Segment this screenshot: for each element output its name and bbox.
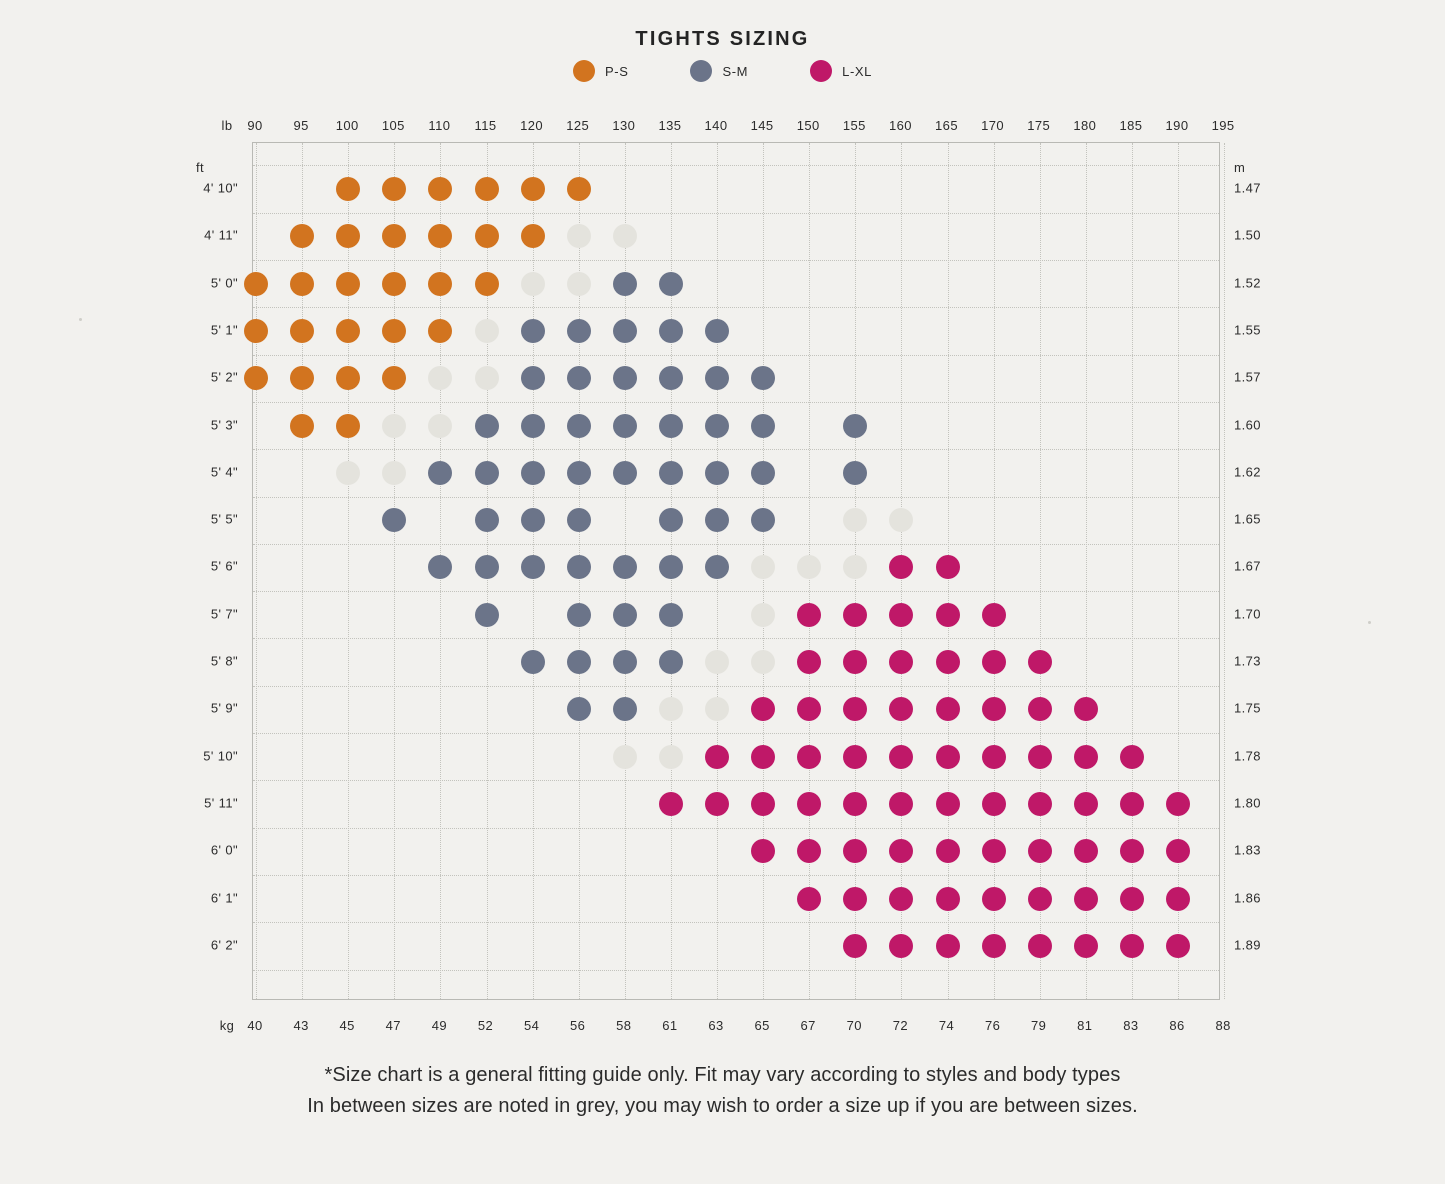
x-tick-lb-120: 120 <box>520 118 544 133</box>
size-dot <box>1166 934 1190 958</box>
size-dot <box>521 366 545 390</box>
size-dot <box>936 887 960 911</box>
x-tick-kg-65: 65 <box>754 1018 770 1033</box>
grid-line-horizontal <box>253 260 1219 261</box>
legend-item-l-xl <box>810 60 872 82</box>
size-dot <box>613 319 637 343</box>
y-tick-ft-8: 5' 6" <box>210 558 238 574</box>
size-dot <box>797 792 821 816</box>
size-dot <box>889 934 913 958</box>
size-dot <box>705 461 729 485</box>
size-dot <box>475 508 499 532</box>
size-dot <box>889 792 913 816</box>
y-tick-ft-4: 5' 2" <box>210 369 238 385</box>
page-title: TIGHTS SIZING <box>635 28 810 50</box>
size-dot <box>382 319 406 343</box>
legend-swatch-icon <box>690 60 712 82</box>
size-dot <box>336 177 360 201</box>
size-dot <box>428 366 452 390</box>
size-dot <box>336 224 360 248</box>
size-dot <box>1028 887 1052 911</box>
y-tick-ft-0: 4' 10" <box>203 180 238 196</box>
size-dot <box>659 603 683 627</box>
size-dot <box>521 224 545 248</box>
size-dot <box>751 650 775 674</box>
x-tick-kg-86: 86 <box>1169 1018 1185 1033</box>
size-dot <box>843 603 867 627</box>
size-dot <box>382 461 406 485</box>
x-tick-lb-185: 185 <box>1119 118 1143 133</box>
y-tick-ft-10: 5' 8" <box>210 653 238 669</box>
grid-line-horizontal <box>253 828 1219 829</box>
footnote-line-2: In between sizes are noted in grey, you may wish to order a size up if you are between sizes. <box>307 1095 1138 1117</box>
size-dot <box>475 319 499 343</box>
size-dot <box>751 603 775 627</box>
axis-unit-m: m <box>1234 160 1246 175</box>
size-dot <box>705 555 729 579</box>
grid-line-horizontal <box>253 307 1219 308</box>
size-dot <box>889 603 913 627</box>
size-dot <box>1120 934 1144 958</box>
legend-item-s-m <box>690 60 748 82</box>
size-dot <box>843 887 867 911</box>
size-dot <box>521 508 545 532</box>
x-tick-lb-175: 175 <box>1027 118 1051 133</box>
size-dot <box>705 792 729 816</box>
size-dot <box>751 414 775 438</box>
y-tick-ft-1: 4' 11" <box>204 227 238 243</box>
grid-line-horizontal <box>253 733 1219 734</box>
x-tick-kg-79: 79 <box>1031 1018 1047 1033</box>
size-dot <box>428 461 452 485</box>
size-dot <box>567 224 591 248</box>
grid-line-vertical <box>1178 143 1179 999</box>
plot-area <box>252 142 1220 1000</box>
x-tick-kg-63: 63 <box>708 1018 724 1033</box>
size-dot <box>659 650 683 674</box>
size-dot <box>567 366 591 390</box>
legend-swatch-icon <box>810 60 832 82</box>
size-dot <box>1028 745 1052 769</box>
x-tick-kg-67: 67 <box>800 1018 816 1033</box>
size-dot <box>1028 650 1052 674</box>
y-tick-m-0: 1.47 <box>1234 180 1261 196</box>
size-dot <box>797 603 821 627</box>
size-dot <box>1074 745 1098 769</box>
size-dot <box>797 887 821 911</box>
axis-unit-lb: lb <box>221 118 233 133</box>
size-dot <box>1166 839 1190 863</box>
size-dot <box>659 555 683 579</box>
x-tick-lb-145: 145 <box>750 118 774 133</box>
y-tick-m-16: 1.89 <box>1234 937 1261 953</box>
size-dot <box>843 414 867 438</box>
size-dot <box>659 461 683 485</box>
x-tick-lb-95: 95 <box>293 118 309 133</box>
y-tick-m-1: 1.50 <box>1234 227 1261 243</box>
size-dot <box>475 603 499 627</box>
size-dot <box>613 603 637 627</box>
size-dot <box>889 555 913 579</box>
size-dot <box>1166 887 1190 911</box>
y-tick-m-15: 1.86 <box>1234 890 1261 905</box>
x-tick-kg-47: 47 <box>385 1018 401 1033</box>
size-dot <box>889 839 913 863</box>
y-tick-m-9: 1.70 <box>1234 606 1261 622</box>
size-dot <box>613 414 637 438</box>
size-dot <box>475 414 499 438</box>
y-tick-m-6: 1.62 <box>1234 464 1261 480</box>
size-dot <box>936 745 960 769</box>
y-tick-ft-12: 5' 10" <box>203 748 238 764</box>
grid-line-horizontal <box>253 544 1219 545</box>
legend-label: S-M <box>722 63 749 79</box>
x-tick-lb-125: 125 <box>566 118 590 133</box>
y-tick-ft-14: 6' 0" <box>210 842 238 858</box>
size-dot <box>797 697 821 721</box>
size-dot <box>889 508 913 532</box>
size-dot <box>982 839 1006 863</box>
size-dot <box>428 272 452 296</box>
y-tick-ft-16: 6' 2" <box>210 937 238 953</box>
size-dot <box>290 414 314 438</box>
size-dot <box>1120 887 1144 911</box>
size-dot <box>1028 697 1052 721</box>
x-tick-kg-43: 43 <box>293 1018 309 1033</box>
y-tick-ft-3: 5' 1" <box>210 322 238 338</box>
grid-line-horizontal <box>253 686 1219 687</box>
size-dot <box>936 650 960 674</box>
size-dot <box>613 272 637 296</box>
size-dot <box>982 745 1006 769</box>
y-tick-m-12: 1.78 <box>1234 748 1261 764</box>
size-dot <box>521 177 545 201</box>
grid-line-horizontal <box>253 213 1219 214</box>
legend-item-p-s <box>573 60 628 82</box>
size-dot <box>936 555 960 579</box>
size-dot <box>889 887 913 911</box>
y-tick-ft-13: 5' 11" <box>204 795 238 811</box>
size-dot <box>428 555 452 579</box>
x-tick-lb-190: 190 <box>1165 118 1189 133</box>
size-dot <box>751 745 775 769</box>
size-dot <box>659 792 683 816</box>
size-dot <box>1028 792 1052 816</box>
footnote-line-1: *Size chart is a general fitting guide only. Fit may vary according to styles and body types <box>324 1064 1121 1086</box>
x-tick-kg-74: 74 <box>938 1018 955 1033</box>
y-tick-ft-7: 5' 5" <box>210 511 238 527</box>
size-dot <box>613 366 637 390</box>
x-tick-kg-76: 76 <box>984 1018 1001 1033</box>
size-dot <box>428 319 452 343</box>
y-tick-ft-15: 6' 1" <box>210 890 238 905</box>
size-dot <box>982 650 1006 674</box>
axis-unit-kg: kg <box>219 1018 235 1033</box>
size-dot <box>751 792 775 816</box>
x-tick-kg-61: 61 <box>662 1018 678 1033</box>
legend-label: P-S <box>605 63 629 79</box>
size-dot <box>843 839 867 863</box>
size-dot <box>521 555 545 579</box>
footnote <box>0 1060 1445 1122</box>
size-dot <box>659 745 683 769</box>
size-dot <box>613 745 637 769</box>
size-dot <box>982 697 1006 721</box>
paper-speck <box>79 318 82 321</box>
size-dot <box>475 366 499 390</box>
grid-line-horizontal <box>253 402 1219 403</box>
x-tick-kg-40: 40 <box>247 1018 263 1033</box>
size-dot <box>797 555 821 579</box>
x-tick-lb-105: 105 <box>381 118 405 133</box>
size-dot <box>936 697 960 721</box>
grid-line-vertical <box>994 143 995 999</box>
size-dot <box>382 414 406 438</box>
x-tick-lb-160: 160 <box>888 118 912 133</box>
size-dot <box>521 650 545 674</box>
size-dot <box>428 224 452 248</box>
size-dot <box>382 272 406 296</box>
size-dot <box>613 461 637 485</box>
size-dot <box>428 177 452 201</box>
size-dot <box>843 792 867 816</box>
y-tick-m-2: 1.52 <box>1234 275 1261 291</box>
size-dot <box>336 272 360 296</box>
size-dot <box>797 650 821 674</box>
size-dot <box>659 697 683 721</box>
grid-line-horizontal <box>253 875 1219 876</box>
size-dot <box>843 508 867 532</box>
size-dot <box>1074 887 1098 911</box>
size-dot <box>521 414 545 438</box>
size-dot <box>244 272 268 296</box>
size-dot <box>659 366 683 390</box>
size-dot <box>751 839 775 863</box>
size-dot <box>936 603 960 627</box>
y-tick-m-11: 1.75 <box>1234 700 1261 716</box>
size-dot <box>936 839 960 863</box>
grid-line-horizontal <box>253 449 1219 450</box>
size-dot <box>843 650 867 674</box>
size-dot <box>705 508 729 532</box>
size-dot <box>567 555 591 579</box>
y-tick-m-4: 1.57 <box>1234 369 1261 385</box>
size-dot <box>613 555 637 579</box>
grid-line-horizontal <box>253 591 1219 592</box>
size-dot <box>1074 697 1098 721</box>
size-dot <box>1028 934 1052 958</box>
size-dot <box>428 414 452 438</box>
size-dot <box>843 461 867 485</box>
x-tick-lb-130: 130 <box>612 118 636 133</box>
grid-line-vertical <box>1224 143 1225 999</box>
size-dot <box>382 366 406 390</box>
size-dot <box>567 414 591 438</box>
x-tick-kg-81: 81 <box>1077 1018 1093 1033</box>
legend-label: L-XL <box>842 63 872 79</box>
size-dot <box>982 934 1006 958</box>
size-dot <box>843 555 867 579</box>
size-dot <box>382 508 406 532</box>
size-dot <box>290 272 314 296</box>
size-dot <box>1074 792 1098 816</box>
size-dot <box>1120 745 1144 769</box>
size-dot <box>797 745 821 769</box>
x-tick-lb-155: 155 <box>842 118 866 133</box>
x-tick-lb-90: 90 <box>247 118 263 133</box>
y-tick-m-8: 1.67 <box>1234 558 1261 574</box>
x-tick-kg-88: 88 <box>1215 1018 1231 1033</box>
x-tick-lb-165: 165 <box>935 118 958 133</box>
size-dot <box>1120 839 1144 863</box>
size-dot <box>1166 792 1190 816</box>
grid-line-vertical <box>1040 143 1041 999</box>
paper-speck <box>1368 621 1371 624</box>
x-tick-lb-170: 170 <box>981 118 1005 133</box>
size-dot <box>659 414 683 438</box>
y-tick-ft-5: 5' 3" <box>210 417 238 432</box>
x-tick-lb-110: 110 <box>428 118 451 133</box>
y-tick-ft-11: 5' 9" <box>210 700 238 716</box>
size-dot <box>475 461 499 485</box>
size-dot <box>1028 839 1052 863</box>
grid-line-horizontal <box>253 970 1219 971</box>
size-dot <box>659 319 683 343</box>
size-dot <box>1074 934 1098 958</box>
size-dot <box>751 697 775 721</box>
x-tick-kg-54: 54 <box>523 1018 540 1033</box>
y-tick-ft-2: 5' 0" <box>210 275 238 291</box>
size-dot <box>567 650 591 674</box>
size-dot <box>705 697 729 721</box>
x-tick-kg-49: 49 <box>431 1018 448 1033</box>
size-dot <box>336 461 360 485</box>
x-tick-lb-135: 135 <box>658 118 682 133</box>
grid-line-horizontal <box>253 638 1219 639</box>
x-tick-lb-180: 180 <box>1073 118 1097 133</box>
size-dot <box>982 603 1006 627</box>
size-dot <box>613 697 637 721</box>
x-tick-kg-70: 70 <box>846 1018 862 1033</box>
size-dot <box>567 603 591 627</box>
y-tick-m-5: 1.60 <box>1234 417 1261 432</box>
size-dot <box>843 934 867 958</box>
axis-unit-ft: ft <box>196 160 205 175</box>
size-dot <box>475 177 499 201</box>
grid-line-horizontal <box>253 355 1219 356</box>
size-dot <box>705 650 729 674</box>
y-tick-m-13: 1.80 <box>1234 795 1261 811</box>
grid-line-horizontal <box>253 780 1219 781</box>
size-dot <box>982 887 1006 911</box>
grid-line-horizontal <box>253 922 1219 923</box>
x-tick-kg-83: 83 <box>1123 1018 1139 1033</box>
size-dot <box>244 319 268 343</box>
grid-line-horizontal <box>253 497 1219 498</box>
size-dot <box>475 224 499 248</box>
size-dot <box>521 272 545 296</box>
size-dot <box>290 366 314 390</box>
size-dot <box>567 697 591 721</box>
size-dot <box>705 414 729 438</box>
size-dot <box>290 224 314 248</box>
y-tick-ft-9: 5' 7" <box>210 606 238 622</box>
x-tick-lb-140: 140 <box>704 118 728 133</box>
x-tick-kg-72: 72 <box>892 1018 909 1033</box>
x-tick-lb-100: 100 <box>335 118 359 133</box>
y-tick-m-7: 1.65 <box>1234 511 1261 527</box>
size-dot <box>936 792 960 816</box>
y-tick-m-14: 1.83 <box>1234 842 1261 858</box>
size-dot <box>705 366 729 390</box>
size-dot <box>889 650 913 674</box>
grid-line-vertical <box>1086 143 1087 999</box>
grid-line-vertical <box>1132 143 1133 999</box>
size-dot <box>1120 792 1144 816</box>
size-dot <box>982 792 1006 816</box>
x-tick-kg-52: 52 <box>477 1018 494 1033</box>
x-tick-kg-58: 58 <box>616 1018 632 1033</box>
size-dot <box>567 461 591 485</box>
size-dot <box>336 319 360 343</box>
size-dot <box>521 319 545 343</box>
size-dot <box>567 319 591 343</box>
size-dot <box>751 508 775 532</box>
size-dot <box>797 839 821 863</box>
size-dot <box>290 319 314 343</box>
size-dot <box>705 745 729 769</box>
size-dot <box>751 461 775 485</box>
size-dot <box>936 934 960 958</box>
grid-line-horizontal <box>253 165 1219 166</box>
size-dot <box>705 319 729 343</box>
size-dot <box>567 272 591 296</box>
size-dot <box>244 366 268 390</box>
y-tick-m-10: 1.73 <box>1234 653 1261 669</box>
size-dot <box>889 745 913 769</box>
size-dot <box>521 461 545 485</box>
size-dot <box>889 697 913 721</box>
y-tick-m-3: 1.55 <box>1234 322 1261 338</box>
size-dot <box>382 177 406 201</box>
size-dot <box>475 555 499 579</box>
legend-swatch-icon <box>573 60 595 82</box>
size-dot <box>336 366 360 390</box>
chart-legend <box>0 60 1445 82</box>
size-dot <box>567 508 591 532</box>
size-dot <box>613 650 637 674</box>
y-tick-ft-6: 5' 4" <box>210 464 238 480</box>
size-dot <box>382 224 406 248</box>
x-tick-lb-195: 195 <box>1211 118 1235 133</box>
size-dot <box>475 272 499 296</box>
x-tick-kg-45: 45 <box>339 1018 355 1033</box>
size-dot <box>336 414 360 438</box>
size-dot <box>567 177 591 201</box>
size-dot <box>843 697 867 721</box>
size-dot <box>751 366 775 390</box>
x-tick-lb-115: 115 <box>474 118 497 133</box>
size-dot <box>751 555 775 579</box>
size-dot <box>1074 839 1098 863</box>
size-dot <box>843 745 867 769</box>
size-dot <box>659 508 683 532</box>
size-dot <box>659 272 683 296</box>
size-dot <box>613 224 637 248</box>
x-tick-kg-56: 56 <box>570 1018 586 1033</box>
x-tick-lb-150: 150 <box>796 118 820 133</box>
